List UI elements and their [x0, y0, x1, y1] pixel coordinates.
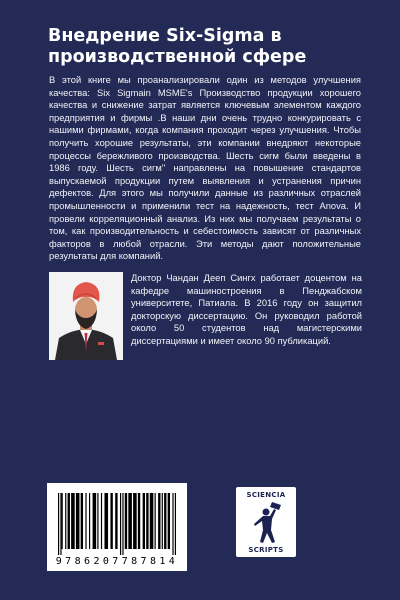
barcode-bar	[62, 493, 63, 549]
barcode-bar	[164, 493, 166, 549]
barcode-bar	[122, 493, 123, 555]
barcode-bar	[76, 493, 80, 549]
barcode-bar	[158, 493, 160, 549]
author-portrait-icon	[49, 272, 123, 360]
barcode-bar	[68, 493, 70, 549]
barcode-bar	[128, 493, 132, 549]
barcode-bar	[150, 493, 154, 549]
barcode-bar	[138, 493, 140, 549]
barcode-bar	[60, 493, 61, 555]
barcode-bar	[175, 493, 176, 555]
barcode-bar	[101, 493, 102, 549]
barcode-bar	[172, 493, 173, 555]
barcode-bar	[97, 493, 98, 549]
barcode-bar	[133, 493, 137, 549]
barcode-bar	[146, 493, 148, 549]
scholar-figure-icon	[248, 500, 284, 544]
publisher-name-top: SCIENCIA	[246, 491, 286, 499]
barcode-bar	[143, 493, 145, 549]
barcode-bar	[89, 493, 90, 549]
book-description: В этой книге мы проанализировали один из методов улучшения качества: Six Sigmain MSME's Производство продукции хорошего качества и снижение затрат является ключевым элементом каждого предприятия и фирмы .В наши дни очень трудно конкурировать с нашими фирмами, когда компания проходит через улучшения. Чтобы получить хорошие результаты, эти компании внедряют некоторые процессы бережливого производства. Шесть сигм были введены в 1986 году. Шесть сигм" направлены на повышение стандартов выпускаемой продукции путем выявления и устранения причин дефектов. Для этого мы получили данные из различных отраслей промышленности и применили тест на надежность, тест Anova. И провели корреляционный анализ. Из них мы получаем результаты о том, как производительность и себестоимость зависят от различных факторов в любой отрасли. Эти методы дают положительные результаты для компаний.	[49, 75, 361, 262]
isbn-number: 9786207787814	[55, 556, 179, 567]
barcode-bar	[85, 493, 86, 549]
author-bio: Доктор Чандан Дееп Сингх работает доцентом на кафедре машиностроения в Пенджабском университете, Патиала. В 2016 году он защитил докторскую диссертацию. Он руководил работой около 50 студентов над магистерскими диссертациями и имеет около 90 публикаций.	[131, 273, 362, 346]
barcode-bar	[58, 493, 59, 555]
barcode-bar	[93, 493, 97, 549]
book-title	[48, 26, 368, 68]
barcode-bar	[162, 493, 163, 549]
barcode-bar	[71, 493, 75, 549]
author-photo	[49, 272, 123, 360]
barcode-bar	[168, 493, 170, 549]
barcode-bar	[65, 493, 66, 549]
barcode-bars	[56, 493, 178, 555]
barcode-bar	[155, 493, 156, 549]
publisher-logo	[236, 487, 296, 557]
barcode-bar	[110, 493, 112, 549]
publisher-name-bottom: SCRIPTS	[248, 546, 284, 554]
barcode-bar	[125, 493, 127, 549]
book-title-line-1: Внедрение Six-Sigma в	[48, 26, 282, 46]
isbn-barcode	[47, 483, 187, 571]
book-title-line-2: производственной сфере	[48, 47, 307, 67]
barcode-bar	[104, 493, 108, 549]
barcode-bar	[120, 493, 121, 555]
barcode-bar	[115, 493, 117, 549]
barcode-bar	[81, 493, 83, 549]
